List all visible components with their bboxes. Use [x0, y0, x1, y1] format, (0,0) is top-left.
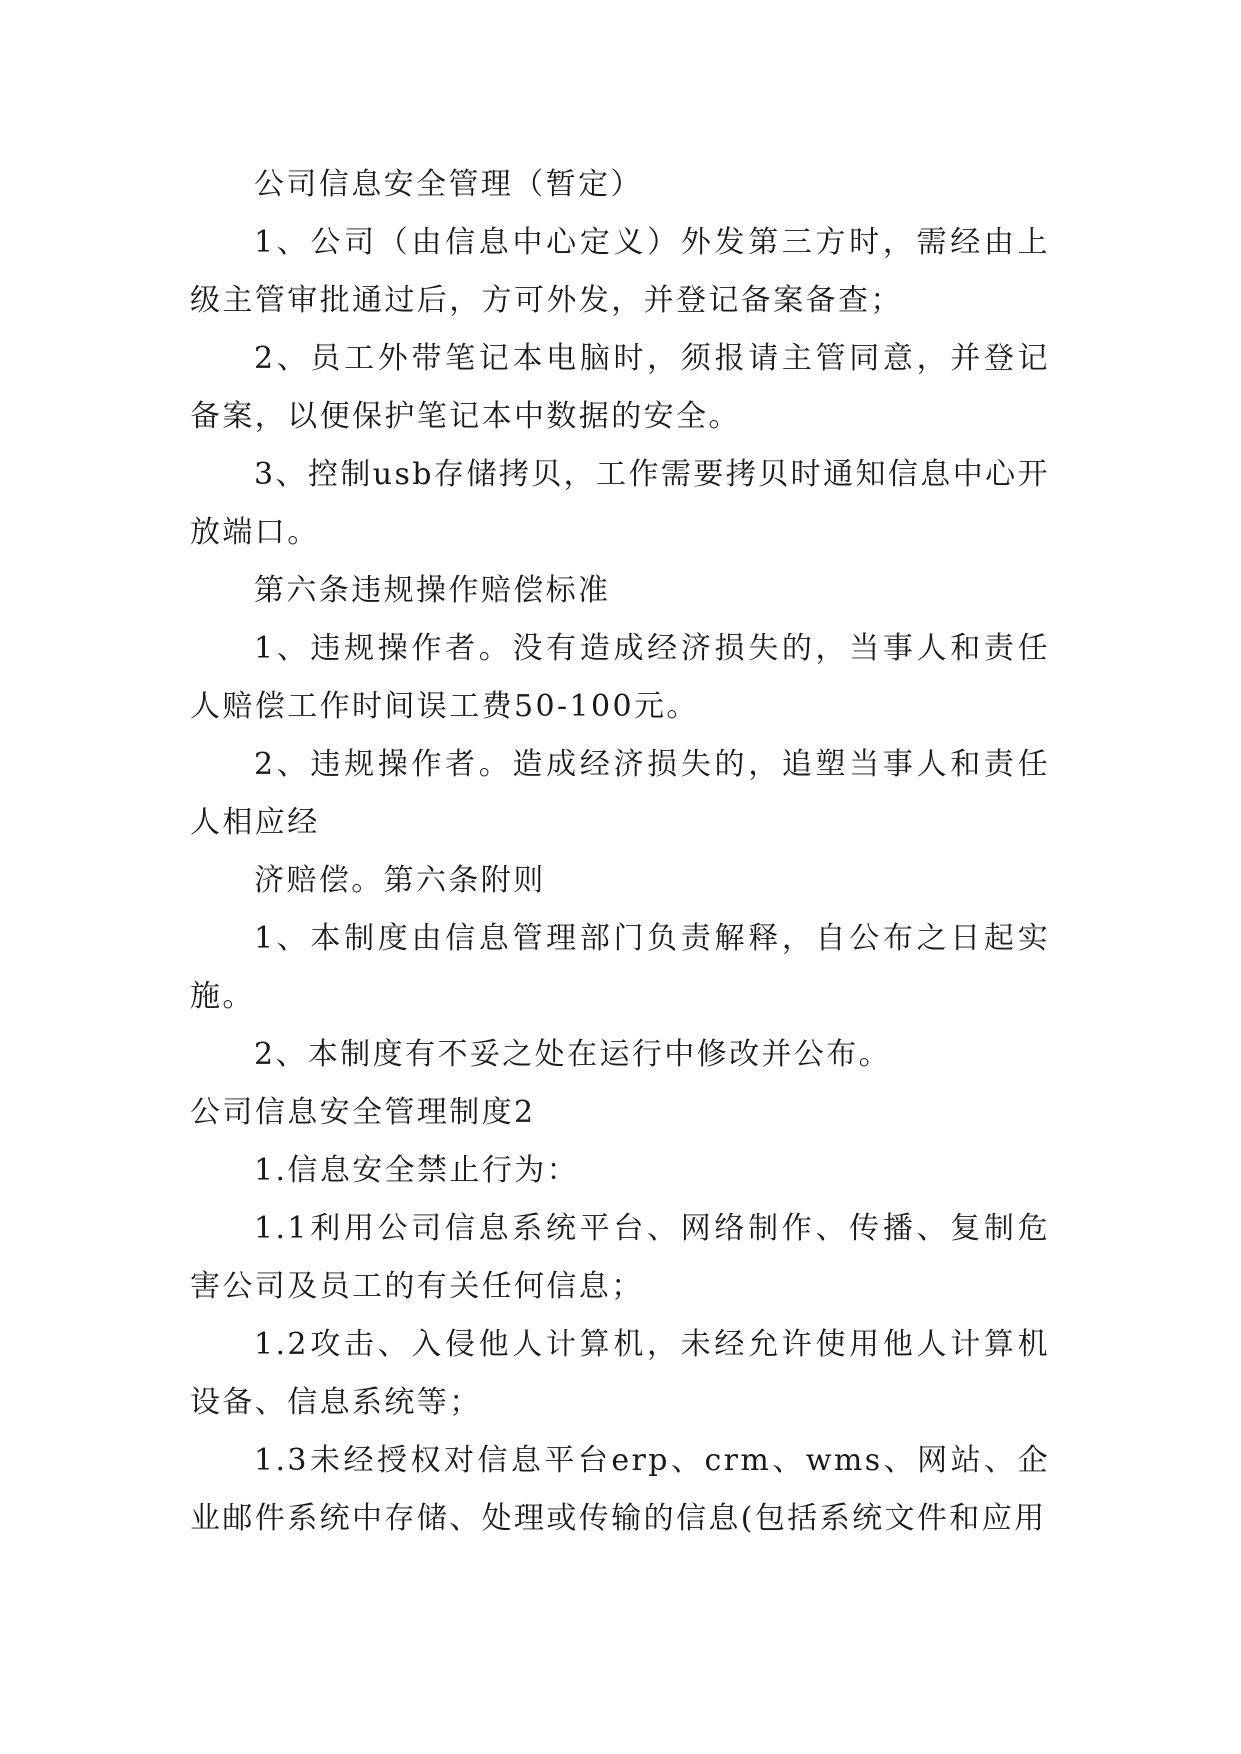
document-body	[190, 156, 1050, 1548]
paragraph: 济赔偿。第六条附则	[254, 863, 546, 898]
section-heading: 1.信息安全禁止行为：	[254, 1153, 580, 1188]
paragraph: 1.1利用公司信息系统平台、网络制作、传播、复制危害公司及员工的有关任何信息；	[190, 1211, 1050, 1304]
paragraph: 2、违规操作者。造成经济损失的，追塑当事人和责任人相应经	[190, 747, 1050, 840]
paragraph: 1、本制度由信息管理部门负责解释，自公布之日起实施。	[190, 921, 1050, 1014]
paragraph: 2、本制度有不妥之处在运行中修改并公布。	[254, 1037, 892, 1072]
paragraph: 2、员工外带笔记本电脑时，须报请主管同意，并登记备案，以便保护笔记本中数据的安全。	[190, 341, 1050, 434]
paragraph: 3、控制usb存储拷贝，工作需要拷贝时通知信息中心开放端口。	[190, 457, 1050, 550]
section-title: 公司信息安全管理（暂定）	[254, 167, 643, 202]
paragraph: 1.2攻击、入侵他人计算机，未经允许使用他人计算机设备、信息系统等；	[190, 1327, 1050, 1420]
section-heading: 第六条违规操作赔偿标准	[254, 573, 611, 608]
paragraph: 1、公司（由信息中心定义）外发第三方时，需经由上级主管审批通过后，方可外发，并登记备案备查；	[190, 225, 1050, 318]
document-title: 公司信息安全管理制度2	[190, 1095, 536, 1130]
paragraph: 1、违规操作者。没有造成经济损失的，当事人和责任人赔偿工作时间误工费50-100元。	[190, 631, 1050, 724]
paragraph: 1.3未经授权对信息平台erp、crm、wms、网站、企业邮件系统中存储、处理或传输的信息(包括系统文件和应用	[190, 1443, 1050, 1536]
